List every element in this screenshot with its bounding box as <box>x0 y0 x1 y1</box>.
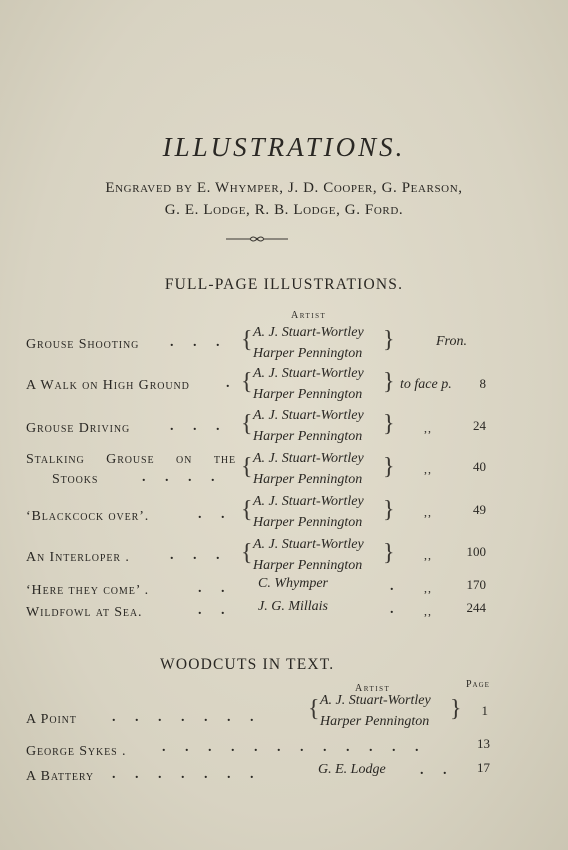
page-number: 13 <box>477 736 490 751</box>
woodcuts-heading: WOODCUTS IN TEXT. <box>160 656 335 673</box>
artist-name: C. Whymper <box>258 576 328 591</box>
woodcut-title: A Battery <box>26 769 95 784</box>
leader-dots: . . <box>420 763 455 778</box>
left-brace-icon: { <box>241 327 253 353</box>
artist-name: Harper Pennington <box>253 346 363 361</box>
artist-name: Harper Pennington <box>253 472 363 487</box>
artist-name: A. J. Stuart-Wortley <box>253 366 364 381</box>
leader-dots: . . . <box>170 335 228 350</box>
ditto-mark: ,, <box>424 548 432 562</box>
artist-column-label: Artist <box>355 683 391 694</box>
illustration-title: A Walk on High Ground <box>26 378 190 393</box>
ornament-divider-icon <box>226 232 288 246</box>
right-brace-icon: } <box>383 497 395 523</box>
leader-dots: . . . . <box>142 470 223 485</box>
artist-name: A. J. Stuart-Wortley <box>253 494 364 509</box>
page-title: ILLUSTRATIONS. <box>162 132 406 162</box>
left-brace-icon: { <box>241 454 253 480</box>
artist-name: A. J. Stuart-Wortley <box>253 408 364 423</box>
leader-dots: . . . . . . . <box>112 767 262 782</box>
page-number: 100 <box>466 544 486 559</box>
right-brace-icon: } <box>383 540 395 566</box>
leader-dots: . . . <box>170 419 228 434</box>
leader-dots: . . . <box>170 548 228 563</box>
woodcut-title: George Sykes . <box>26 744 127 759</box>
illustration-title-continued: Stooks <box>52 472 99 487</box>
page-number: 40 <box>473 459 486 474</box>
page-number: 8 <box>479 376 486 391</box>
illustration-title: Wildfowl at Sea. <box>26 605 143 620</box>
illustration-title: ‘Blackcock over’. <box>26 509 150 524</box>
artist-name: A. J. Stuart-Wortley <box>320 693 431 708</box>
artist-name: J. G. Millais <box>258 599 328 614</box>
engravers-line-2: G. E. Lodge, R. B. Lodge, G. Ford. <box>164 202 404 218</box>
leader-dots: . <box>390 579 402 594</box>
ditto-mark: ,, <box>424 581 432 595</box>
artist-name: Harper Pennington <box>320 714 430 729</box>
illustration-title: An Interloper . <box>26 550 130 565</box>
illustration-title: ‘Here they come’ . <box>26 583 150 598</box>
illustration-title: Grouse Driving <box>26 421 131 436</box>
right-brace-icon: } <box>450 696 462 722</box>
right-brace-icon: } <box>383 454 395 480</box>
leader-dots: . <box>390 602 402 617</box>
leader-dots: . . <box>198 581 233 596</box>
page-number: 244 <box>466 600 486 615</box>
artist-name: A. J. Stuart-Wortley <box>253 451 364 466</box>
left-brace-icon: { <box>308 696 320 722</box>
left-brace-icon: { <box>241 411 253 437</box>
plate-position: to face p. <box>400 377 452 392</box>
plate-position: Fron. <box>436 334 467 349</box>
artist-name: Harper Pennington <box>253 515 363 530</box>
ditto-mark: ,, <box>424 604 432 618</box>
page-number: 170 <box>466 577 486 592</box>
page-number: 17 <box>477 760 490 775</box>
page-column-label: Page <box>466 679 490 690</box>
illustration-title: Grouse Shooting <box>26 337 140 352</box>
right-brace-icon: } <box>383 411 395 437</box>
artist-name: Harper Pennington <box>253 558 363 573</box>
ditto-mark: ,, <box>424 505 432 519</box>
left-brace-icon: { <box>241 497 253 523</box>
ditto-mark: ,, <box>424 421 432 435</box>
artist-name: A. J. Stuart-Wortley <box>253 537 364 552</box>
leader-dots: . . <box>198 507 233 522</box>
right-brace-icon: } <box>383 327 395 353</box>
ditto-mark: ,, <box>424 462 432 476</box>
leader-dots: . . . . . . . . . . . . <box>162 740 427 755</box>
illustration-title: Stalking Grouse on the <box>26 452 236 467</box>
artist-name: A. J. Stuart-Wortley <box>253 325 364 340</box>
page-number: 24 <box>473 418 486 433</box>
artist-name: Harper Pennington <box>253 429 363 444</box>
artist-name: Harper Pennington <box>253 387 363 402</box>
page-number: 1 <box>481 703 488 718</box>
left-brace-icon: { <box>241 540 253 566</box>
page-number: 49 <box>473 502 486 517</box>
leader-dots: . <box>226 376 238 391</box>
woodcut-title: A Point <box>26 712 77 727</box>
artist-name: G. E. Lodge <box>318 762 386 777</box>
leader-dots: . . . . . . . <box>112 710 262 725</box>
artist-column-label: Artist <box>291 310 327 321</box>
full-page-heading: FULL-PAGE ILLUSTRATIONS. <box>164 276 404 293</box>
right-brace-icon: } <box>383 369 395 395</box>
engravers-line-1: Engraved by E. Whymper, J. D. Cooper, G. Pearson, <box>105 180 463 196</box>
left-brace-icon: { <box>241 369 253 395</box>
leader-dots: . . <box>198 603 233 618</box>
